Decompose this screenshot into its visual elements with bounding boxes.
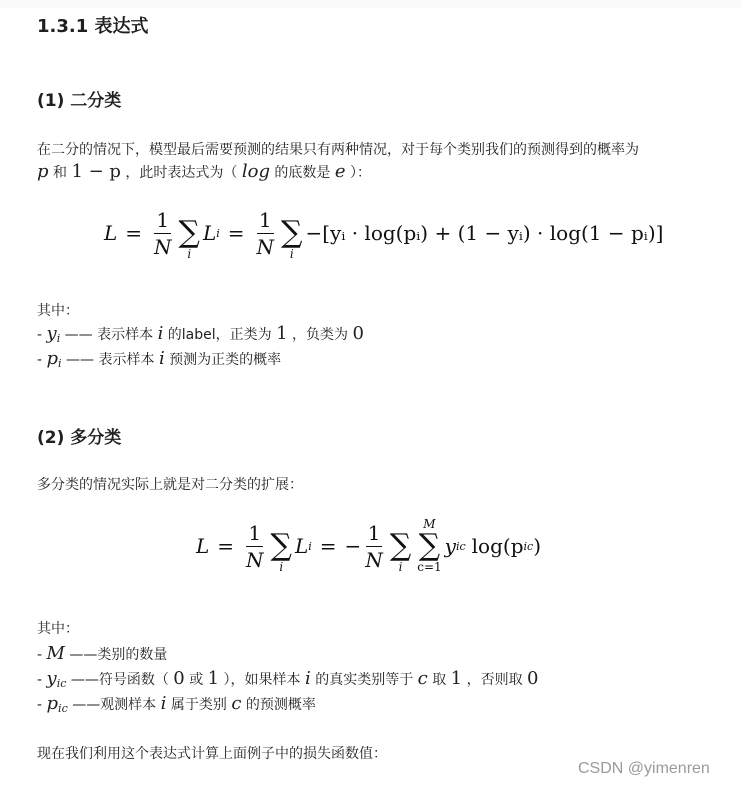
summation: ∑ i [281,215,303,261]
summation: ∑ i [389,528,412,574]
multi-item-M: - M ——类别的数量 [37,643,168,664]
summation: ∑ i [178,215,200,261]
summation: ∑ i [270,528,292,574]
fraction: $\frac{1}{N}$ [154,207,172,259]
watermark: CSDN @yimenren [578,760,710,777]
var-p: p [37,161,49,182]
binary-formula: L = $\frac{1}{N}$ ∑ i L i = $\frac{1}{N}$ ∑ i −[yᵢ · log(pᵢ) + (1 − yᵢ) · log(1 − pᵢ)] [104,205,663,261]
multi-item-p: - $p_{ic}$ ——观测样本 i 属于类别 c 的预测概率 [37,693,316,715]
summation-c: M ∑ c=1 [417,517,442,574]
multi-formula: L = $\frac{1}{N}$ ∑ i L i = − $\frac{1}{N}$ ∑ i M ∑ c=1 y ic log(p ic ) [196,517,542,574]
closing-paragraph: 现在我们利用这个表达式计算上面例子中的损失函数值： [37,746,387,762]
fraction: $\frac{1}{N}$ [256,207,275,259]
binary-intro-line1: 在二分的情况下，模型最后需要预测的结果只有两种情况，对于每个类别我们的预测得到的概率为 [37,142,639,158]
fraction: $\frac{1}{N}$ [365,520,383,572]
multi-item-y: - $y_{ic}$ ——符号函数（ 0 或 1 ），如果样本 i 的真实类别等于 c 取 1 ，否则取 0 [37,668,539,690]
binary-where-label: 其中： [37,303,79,319]
top-bar [0,0,742,8]
binary-item-y: - $y_i$ —— 表示样本 i 的label，正类为 1 ，负类为 0 [37,323,364,345]
expr-one-minus-p: 1 − p [71,161,121,182]
multi-intro: 多分类的情况实际上就是对二分类的扩展： [37,477,303,493]
fraction: $\frac{1}{N}$ [246,520,264,572]
multi-where-label: 其中： [37,621,79,637]
binary-item-p: - $p_i$ —— 表示样本 i 预测为正类的概率 [37,348,282,370]
binary-intro-line2: p 和 1 − p ，此时表达式为（ log 的底数是 e ）： [37,161,371,182]
binary-formula-rhs: −[yᵢ · log(pᵢ) + (1 − yᵢ) · log(1 − pᵢ)] [305,221,664,245]
multi-heading: (2) 多分类 [37,428,122,448]
section-title: 1.3.1 表达式 [37,16,149,37]
binary-heading: (1) 二分类 [37,91,122,111]
